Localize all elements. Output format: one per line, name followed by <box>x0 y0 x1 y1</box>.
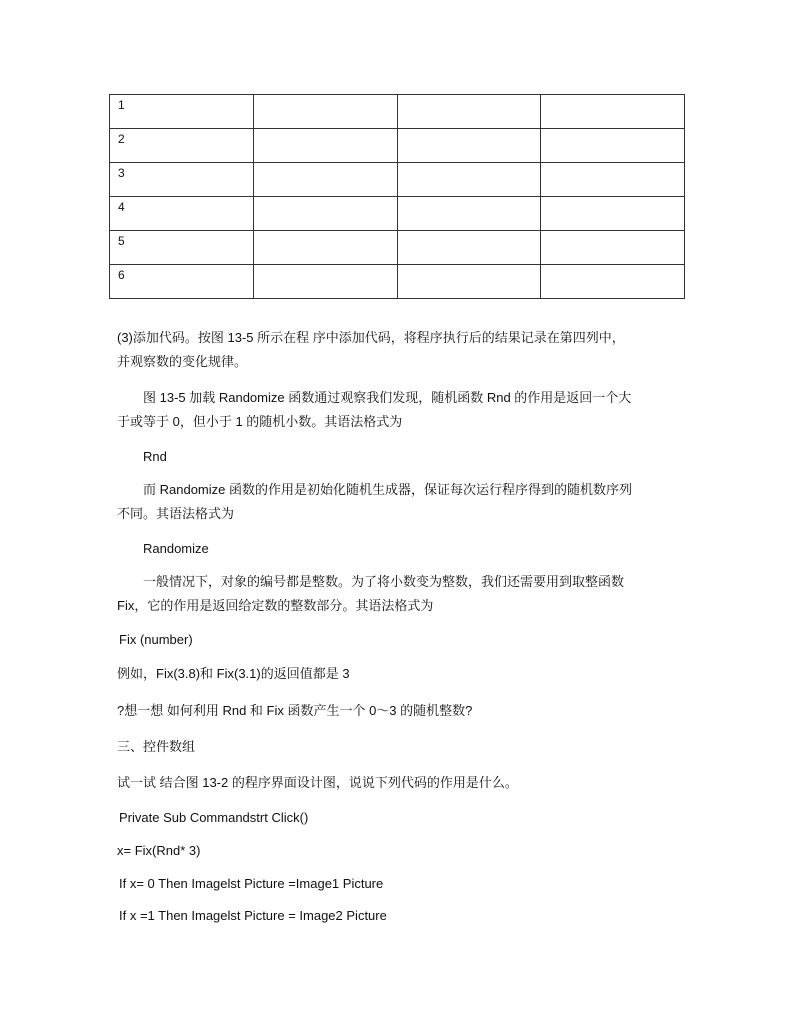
table-cell <box>397 129 541 163</box>
think-question: ?想一想 如何利用 Rnd 和 Fix 函数产生一个 0～3 的随机整数? <box>117 703 473 718</box>
table-cell: 5 <box>110 231 254 265</box>
table-cell <box>541 95 685 129</box>
fix-para-line-2: Fix，它的作用是返回给定数的整数部分。其语法格式为 <box>117 598 434 613</box>
para-3-line-1: (3)添加代码。按图 13-5 所示在程 序中添加代码，将程序执行后的结果记录在第四列中， <box>117 330 625 345</box>
table-cell <box>397 231 541 265</box>
table-cell <box>541 231 685 265</box>
table-cell <box>541 129 685 163</box>
table-row <box>110 197 685 231</box>
record-table <box>109 94 685 299</box>
fix-para-line-1: 一般情况下，对象的编号都是整数。为了将小数变为整数，我们还需要用到取整函数 <box>143 574 625 589</box>
table-row <box>110 163 685 197</box>
rnd-syntax: Rnd <box>143 449 167 464</box>
table-cell <box>253 197 397 231</box>
table-cell <box>397 95 541 129</box>
table-cell <box>253 163 397 197</box>
table-row <box>110 129 685 163</box>
table-cell: 1 <box>110 95 254 129</box>
table-cell <box>253 95 397 129</box>
code-line-2: x= Fix(Rnd* 3) <box>117 843 201 858</box>
section-heading-control-array: 三、控件数组 <box>117 739 196 754</box>
table-cell <box>253 265 397 299</box>
code-line-1: Private Sub Commandstrt Click() <box>119 810 309 825</box>
table-row <box>110 95 685 129</box>
table-cell: 3 <box>110 163 254 197</box>
try-it-prompt: 试一试 结合图 13-2 的程序界面设计图，说说下列代码的作用是什么。 <box>117 775 518 790</box>
rnd-para-line-1: 图 13-5 加载 Randomize 函数通过观察我们发现，随机函数 Rnd 的作用是返回一个大 <box>143 390 632 405</box>
record-table-body <box>110 95 685 299</box>
table-cell <box>541 265 685 299</box>
table-row <box>110 265 685 299</box>
table-cell <box>253 129 397 163</box>
table-cell <box>541 163 685 197</box>
randomize-para-line-2: 不同。其语法格式为 <box>117 506 235 521</box>
fix-syntax: Fix (number) <box>119 632 193 647</box>
table-cell: 2 <box>110 129 254 163</box>
code-line-3: If x= 0 Then Imagelst Picture =Image1 Picture <box>119 876 384 891</box>
code-line-4: If x =1 Then Imagelst Picture = Image2 Picture <box>119 908 387 923</box>
fix-example: 例如，Fix(3.8)和 Fix(3.1)的返回值都是 3 <box>117 666 350 681</box>
table-cell <box>541 197 685 231</box>
randomize-syntax: Randomize <box>143 541 209 556</box>
rnd-para-line-2: 于或等于 0，但小于 1 的随机小数。其语法格式为 <box>117 414 403 429</box>
table-cell <box>397 163 541 197</box>
table-row <box>110 231 685 265</box>
table-cell <box>397 265 541 299</box>
table-cell: 4 <box>110 197 254 231</box>
para-3-line-2: 并观察数的变化规律。 <box>117 354 248 369</box>
table-cell <box>397 197 541 231</box>
table-cell <box>253 231 397 265</box>
randomize-para-line-1: 而 Randomize 函数的作用是初始化随机生成器，保证每次运行程序得到的随机数序列 <box>143 482 632 497</box>
table-cell: 6 <box>110 265 254 299</box>
